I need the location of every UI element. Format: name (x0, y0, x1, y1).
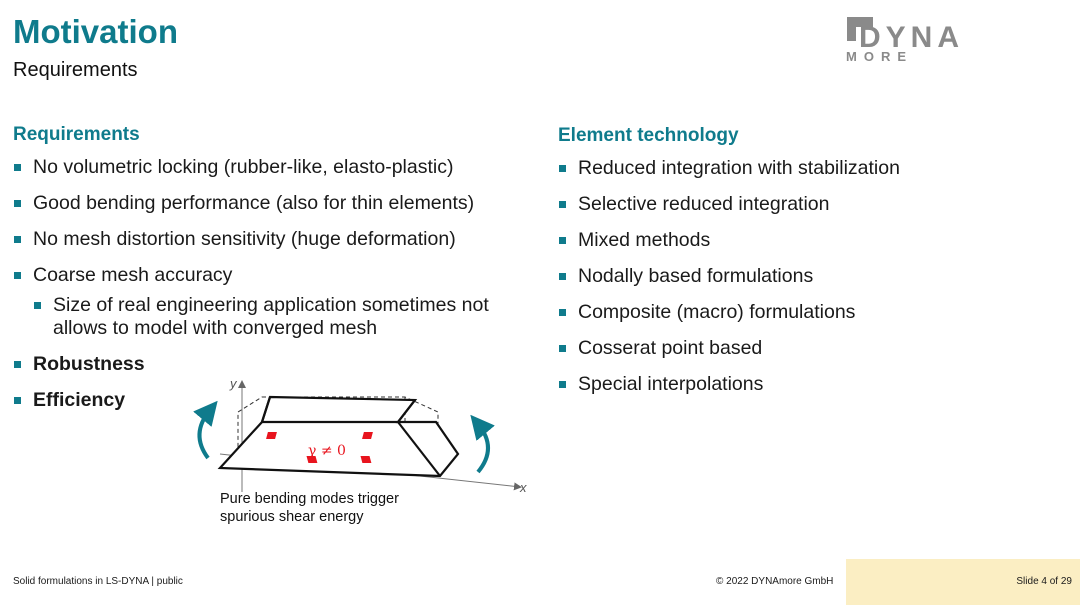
diagram-caption (220, 490, 480, 526)
list-item: Cosserat point based (558, 337, 1038, 360)
x-axis-label: x (520, 480, 527, 495)
list-item: Nodally based formulations (558, 265, 1038, 288)
list-item: Efficiency (13, 389, 533, 412)
y-axis-label: y (230, 376, 237, 391)
deformed-element (220, 397, 458, 476)
logo-text-dyna: DYNA (859, 21, 965, 54)
footer-copyright: © 2022 DYNAmore GmbH (716, 576, 834, 587)
shear-strain-label: γ ≠ 0 (308, 443, 346, 459)
slide-subtitle: Requirements (13, 59, 138, 81)
list-item: Robustness (13, 353, 533, 376)
list-item: Mixed methods (558, 229, 1038, 252)
logo-text-more: MORE (846, 49, 913, 64)
list-subitem: Size of real engineering application sometimes not allows to model with converged mesh (33, 294, 493, 340)
caption-line: Pure bending modes trigger (220, 491, 399, 507)
element-technology-column (558, 125, 1038, 409)
list-item: Reduced integration with stabilization (558, 157, 1038, 180)
list-item: Composite (macro) formulations (558, 301, 1038, 324)
footer-slide-box (846, 559, 1080, 605)
dynamore-logo (845, 17, 1025, 65)
footer-doc-title: Solid formulations in LS-DYNA | public (13, 576, 183, 587)
shear-marker (266, 432, 277, 439)
rotation-arrow-right-icon (478, 424, 488, 472)
caption-line: spurious shear energy (220, 509, 364, 525)
rotation-arrow-left-icon (199, 410, 210, 458)
shear-marker (361, 456, 372, 463)
slide-title: Motivation (13, 13, 178, 50)
list-item: Selective reduced integration (558, 193, 1038, 216)
list-item: Coarse mesh accuracy (13, 264, 533, 287)
shear-marker (362, 432, 373, 439)
list-item: No mesh distortion sensitivity (huge deformation) (13, 228, 533, 251)
slide-number: Slide 4 of 29 (1016, 576, 1072, 587)
list-item: Special interpolations (558, 373, 1038, 396)
list-item: No volumetric locking (rubber-like, elasto-plastic) (13, 156, 533, 179)
list-item: Good bending performance (also for thin elements) (13, 192, 533, 215)
element-technology-heading: Element technology (558, 125, 739, 146)
requirements-heading: Requirements (13, 124, 140, 145)
